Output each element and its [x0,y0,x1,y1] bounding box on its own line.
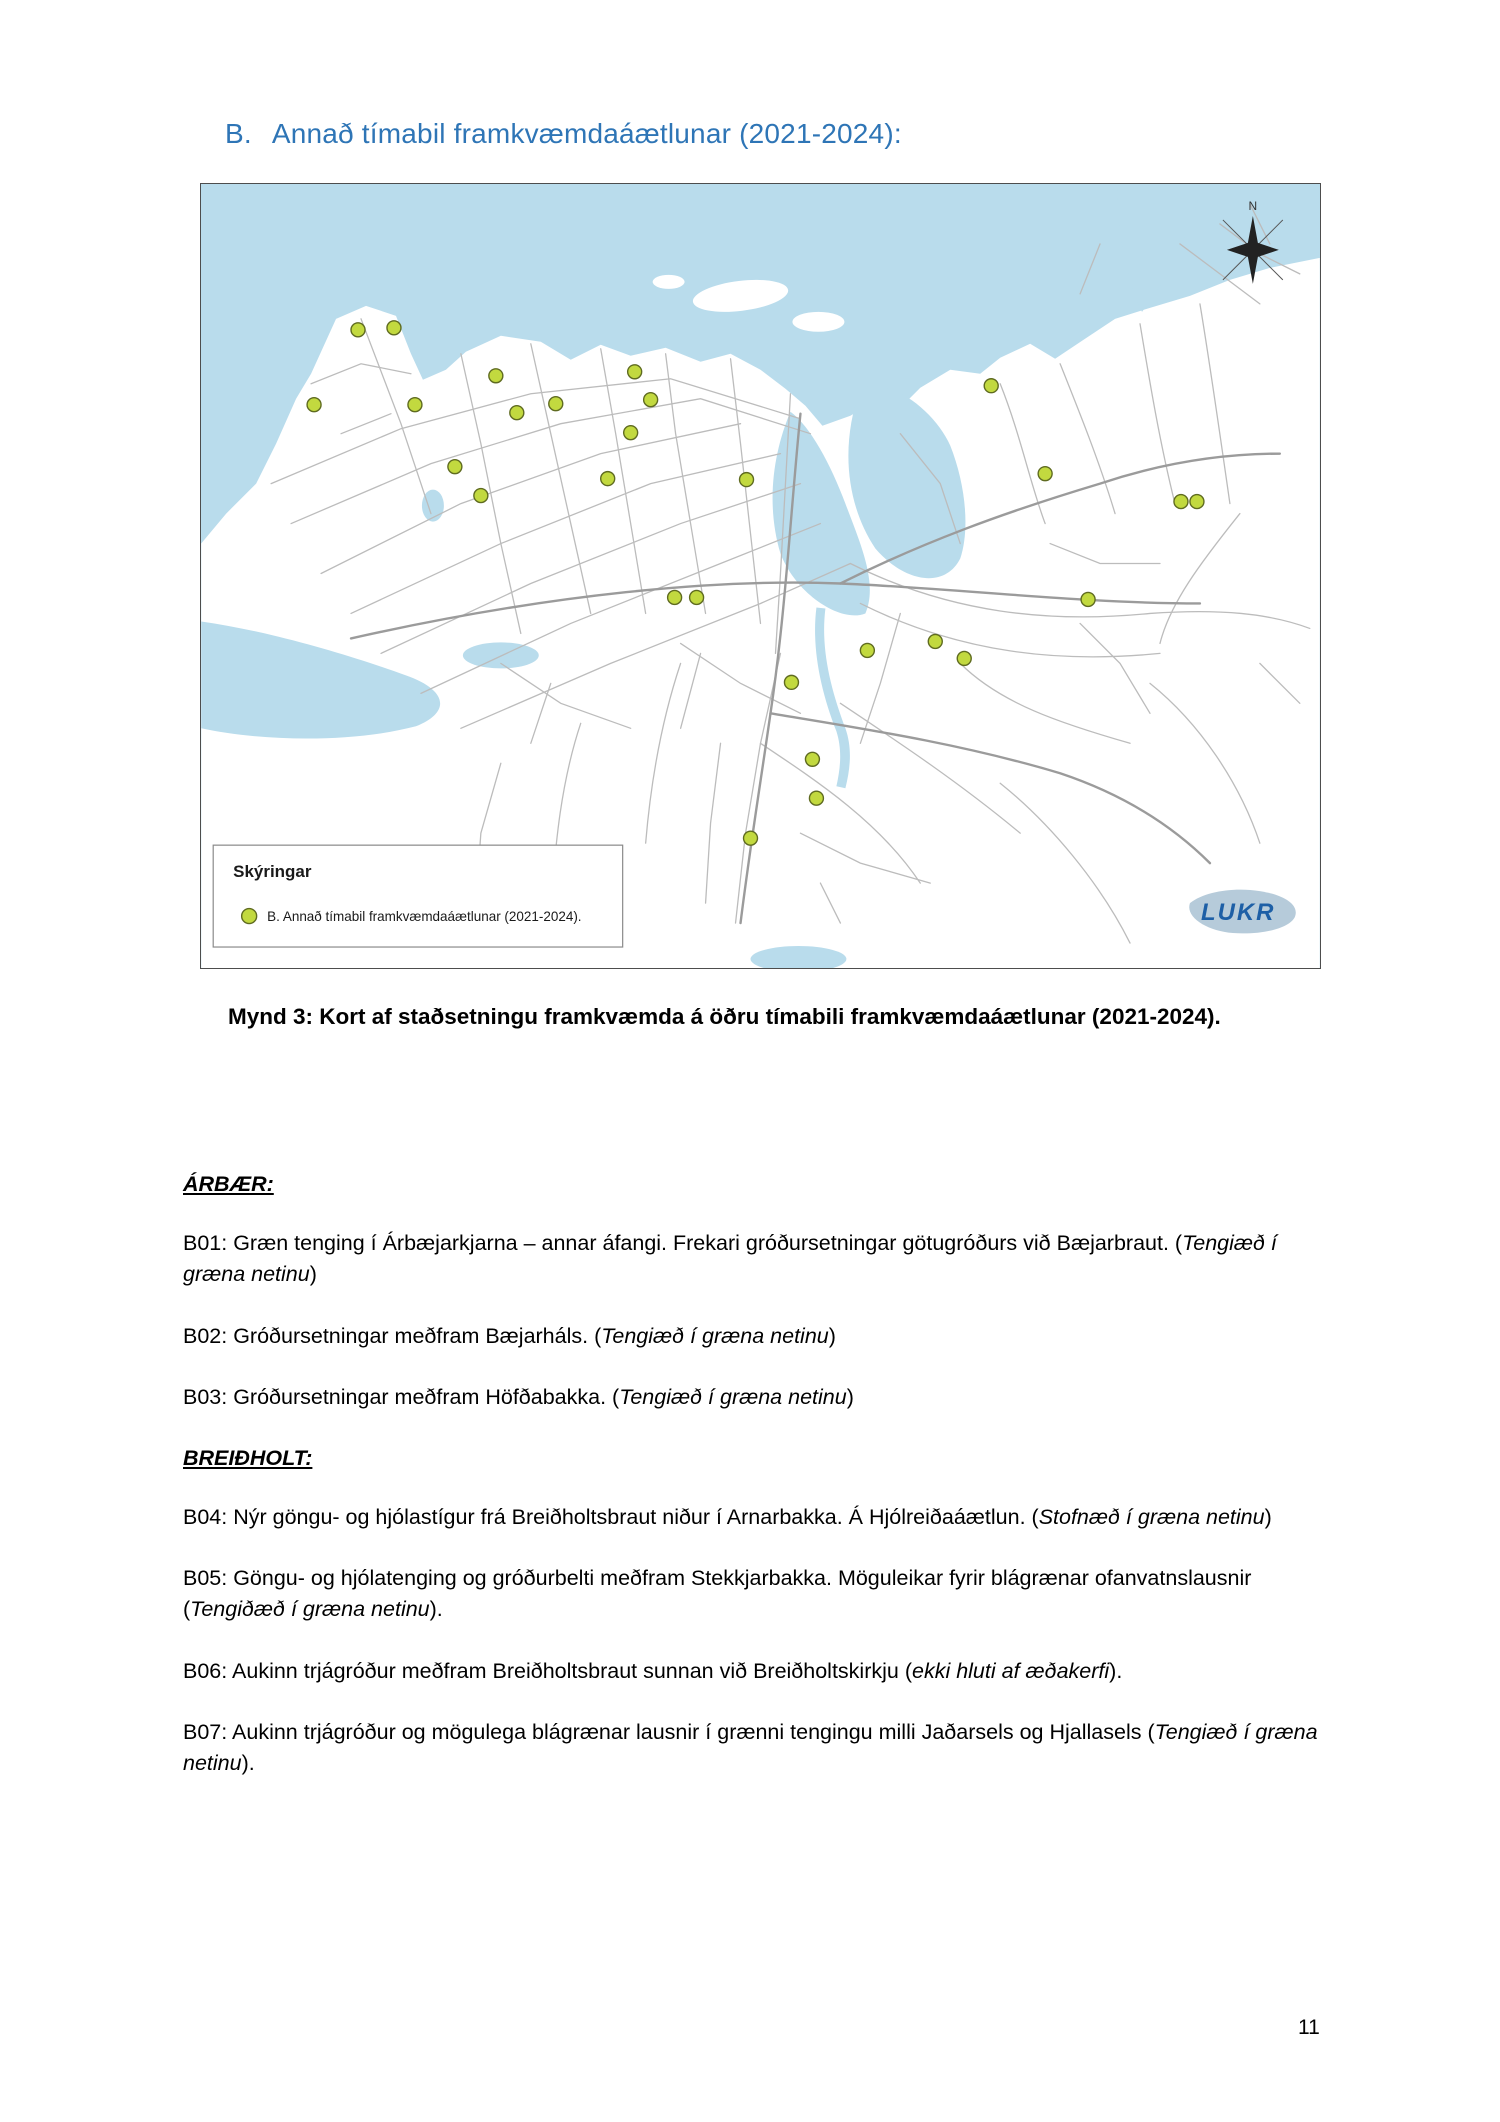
heading-text: Annað tímabil framkvæmdaáætlunar (2021-2024): [271,118,902,149]
map-marker [690,590,704,604]
map-marker [624,426,638,440]
list-item [183,1321,1333,1352]
map-marker [784,675,798,689]
list-item-text: ) [846,1384,854,1409]
map-marker [928,634,942,648]
section-title: BREIÐHOLT: [183,1445,313,1470]
body-sections [183,1163,1333,1809]
map-marker [408,398,422,412]
list-item [183,1563,1333,1625]
list-item-text: ). [241,1750,255,1775]
list-item-emphasis: Tengiæð í græna netinu [183,1719,1318,1775]
map-marker [805,752,819,766]
list-item-emphasis: Tengiðæð í græna netinu [190,1597,430,1622]
heading-number: B. [225,118,252,149]
list-item-emphasis: ekki hluti af æðakerfi [911,1658,1110,1683]
map-marker [307,398,321,412]
list-item-text: B02: Gróðursetningar meðfram Bæjarháls. ( [183,1323,602,1348]
map-marker [474,489,488,503]
map-marker [1190,495,1204,509]
list-item-emphasis: Tengiæð í græna netinu [601,1323,829,1348]
legend-box [213,845,622,947]
figure-caption: Mynd 3: Kort af staðsetningu framkvæmda á öðru tímabili framkvæmdaáætlunar (2021-2024). [228,1004,1221,1029]
list-item [183,1656,1333,1687]
page-number: 11 [1298,2016,1320,2039]
legend-title: Skýringar [233,862,312,882]
list-item-emphasis: Stofnæð í græna netinu [1038,1505,1265,1530]
map-svg [201,184,1320,968]
map-marker [510,406,524,420]
map-marker [809,791,823,805]
map-marker [628,365,642,379]
list-item-text: ) [1264,1505,1272,1530]
map-marker [448,460,462,474]
list-item [183,1502,1333,1533]
map-marker [740,473,754,487]
list-item [183,1717,1333,1779]
list-item [183,1228,1333,1290]
map-marker [984,379,998,393]
list-item-text: ). [1109,1658,1123,1683]
map-marker [744,831,758,845]
map-marker [644,393,658,407]
map-marker [860,643,874,657]
legend-item-label: B. Annað tímabil framkvæmdaáætlunar (2021-2024). [267,909,582,925]
list-item-text: ). [429,1597,443,1622]
map-marker [668,590,682,604]
map-marker [1174,495,1188,509]
list-item [183,1382,1333,1413]
map-marker [351,323,365,337]
list-item-text: B03: Gróðursetningar meðfram Höfðabakka. ( [183,1384,620,1409]
compass-label: N [1248,198,1258,213]
list-item-text: B06: Aukinn trjágróður meðfram Breiðholtsbraut sunnan við Breiðholtskirkju ( [183,1658,912,1683]
map-marker [387,321,401,335]
map-marker [489,369,503,383]
list-item-text: B01: Græn tenging í Árbæjarkjarna – annar áfangi. Frekari gróðursetningar götugróðurs við Bæjarbraut. ( [183,1231,1183,1256]
list-item-text: ) [309,1262,317,1287]
map-marker [957,651,971,665]
legend-marker-icon [242,909,257,924]
list-item-text: ) [828,1323,836,1348]
map-marker [1038,467,1052,481]
map-legend [213,845,622,947]
map-figure [200,183,1321,969]
lukr-logo-text: LUKR [1200,899,1276,927]
map-marker [1081,592,1095,606]
list-item-text: B07: Aukinn trjágróður og mögulega blágrænar lausnir í grænni tengingu milli Jaðarsels og Hjallasels ( [183,1719,1155,1744]
page-title [225,118,902,150]
list-item-emphasis: Tengiæð í græna netinu [183,1231,1277,1287]
map-marker [601,472,615,486]
list-item-text: B04: Nýr göngu- og hjólastígur frá Breiðholtsbraut niður í Arnarbakka. Á Hjólreiðaáætlun. ( [183,1505,1039,1530]
section-title: ÁRBÆR: [183,1172,274,1196]
list-item-text: B05: Göngu- og hjólatenging og gróðurbelti meðfram Stekkjarbakka. Möguleikar fyrir blágrænar ofanvatnslausnir ( [183,1566,1252,1622]
list-item-emphasis: Tengiæð í græna netinu [619,1384,847,1409]
map-marker [549,397,563,411]
